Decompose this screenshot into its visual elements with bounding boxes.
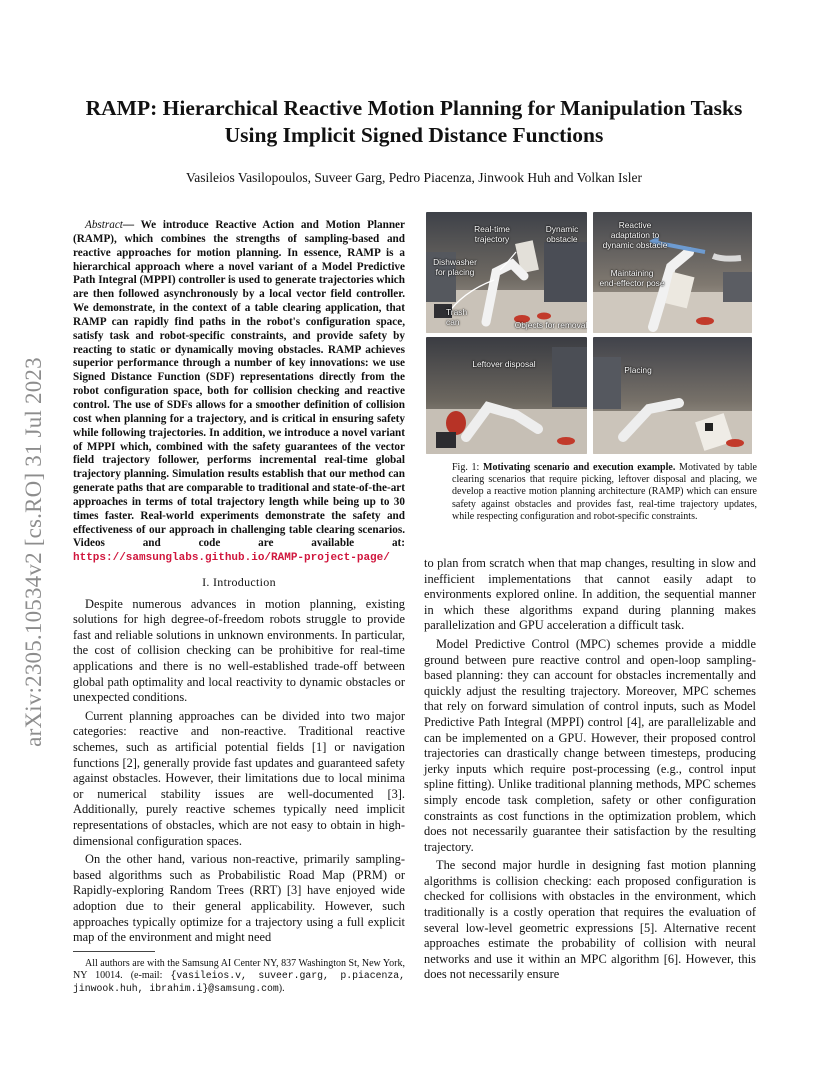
abstract — [73, 219, 405, 566]
left-column — [73, 219, 405, 949]
label-maintaining-pose: Maintaining end-effector pose — [599, 268, 665, 288]
label-trash-can: Trash can — [446, 307, 468, 327]
right-paragraph-3: The second major hurdle in designing fast motion planning algorithms is collision checking: each proposed configuration is checked for collisions with obstacles in the environment, which traditionally is a costly operation that requires the evaluation of several low-level geometric expressions [5]. Alternative recent approaches estimate the probability of collision with neural networks and use it within an MPC algorithm [6]. However, this does not necessarily ensure — [424, 858, 756, 982]
photo-leftover-disposal — [426, 337, 587, 454]
title-line-2: Using Implicit Signed Distance Functions — [224, 123, 604, 147]
section-heading-introduction: I. Introduction — [202, 575, 276, 590]
label-objects-removal: Objects for removal — [514, 320, 587, 330]
paper-title — [60, 95, 768, 149]
intro-paragraph-2: Current planning approaches can be divided into two major categories: reactive and non-reactive. Traditional reactive schemes, such as artificial potential fields [1] or navigation functions [2], generally provide fast updates and guaranteed safety against obstacles. However, their limitations due to local minima or numerical stability issues are well-documented [3]. Additionally, purely reactive schemes typically need implicit representations of obstacles, which are not easy to obtain in high-dimensional configuration spaces. — [73, 708, 405, 848]
abstract-lead: Abstract — [85, 219, 123, 231]
label-dynamic-obstacle: Dynamic obstacle — [545, 224, 579, 244]
title-line-1: RAMP: Hierarchical Reactive Motion Planning for Manipulation Tasks — [85, 96, 743, 120]
figure-panel-top-left — [426, 212, 587, 333]
figure-panel-bottom-right — [593, 337, 752, 454]
intro-paragraph-3: On the other hand, various non-reactive, primarily sampling-based algorithms such as Probabilistic Road Map (PRM) or Rapidly-exploring Random Trees (RRT) [3] have enjoyed wide adoption due to their general applicability. However, such approaches typically optimize for a trajectory using a full explicit map of the environment and might need — [73, 852, 405, 945]
intro-paragraph-1: Despite numerous advances in motion planning, existing solutions for high degree-of-freedom robots struggle to provide fast and reliable solutions in unknown environments. In particular, the cost of collision checking can be prohibitive for real-time applications and there is no well-established trade-off between global path optimality and local reactivity to dynamic obstacles or unexpected conditions. — [73, 596, 405, 705]
figure-panel-top-right — [593, 212, 752, 333]
abstract-body: — We introduce Reactive Action and Motion Planner (RAMP), which combines the strengths of sampling-based and reactive approaches for motion planning. In essence, RAMP is a hierarchical approach where a novel variant of a Model Predictive Path Integral (MPPI) controller is used to generate trajectories which are then followed asynchronously by a local vector field controller. We demonstrate, in the context of a table clearing application, that RAMP can rapidly find paths in the robot's configuration space, satisfy task and robot-specific constraints, and provide safety by reacting to static or dynamically moving obstacles. RAMP achieves superior performance through a number of key innovations: we use Signed Distance Function (SDF) representations directly from the robot configuration space, both for collision checking and reactive control. The use of SDFs allows for a smoother definition of collision cost when planning for a trajectory, and is critical in ensuring safety while following trajectories. In addition, we introduce a novel variant of MPPI which, combined with the safety guarantees of the vector field trajectory follower, performs incremental real-time global trajectory planning. Simulation results establish that our method can generate paths that are comparable to traditional and state-of-the-art approaches in terms of total trajectory length while being up to 30 times faster. Real-world experiments demonstrate the safety and effectiveness of our approach in challenging table clearing scenarios. Videos and code are available at: — [73, 219, 405, 550]
affiliation-footnote: All authors are with the Samsung AI Center NY, 837 Washington St, New York, NY 10014. (e-mail: {vasileios.v, suveer.garg, p.piacenza, jinwook.huh, ibrahim.i}@samsung.com). — [73, 958, 406, 994]
label-placing: Placing — [624, 365, 652, 375]
author-list: Vasileios Vasilopoulos, Suveer Garg, Pedro Piacenza, Jinwook Huh and Volkan Isler — [185, 170, 643, 185]
photo-placing — [593, 337, 752, 454]
figure-panel-bottom-left — [426, 337, 587, 454]
label-reactive-adaptation: Reactive adaptation to dynamic obstacle — [602, 220, 668, 250]
figure-caption: Fig. 1: Motivating scenario and execution example. Motivated by table clearing scenarios that require picking, leftover disposal and placing, we develop a reactive motion planning architecture (RAMP) which can ensure safety against obstacles and provides fast, real-time trajectory updates, while respecting configuration and robot-specific constraints. — [452, 462, 757, 522]
footnote-rule — [73, 951, 155, 952]
right-column — [424, 556, 756, 986]
label-realtime-trajectory: Real-time trajectory — [474, 224, 510, 244]
label-dishwasher: Dishwasher for placing — [433, 257, 477, 277]
project-url-link[interactable]: https://samsunglabs.github.io/RAMP-project-page/ — [73, 552, 390, 565]
right-paragraph-2: Model Predictive Control (MPC) schemes provide a middle ground between pure reactive control and open-loop sampling-based planning: they can account for obstacles incrementally and quickly adjust the resulting trajectory. Moreover, MPC schemes that rely on forward simulation of control inputs, such as Model Predictive Path Integral (MPPI) control [4], are parallelizable and can be implemented on a GPU. However, their proposed control trajectories can drastically change between timesteps, producing jerky inputs which require post-processing (e.g., control input spline fitting). Unlike traditional planning methods, MPC schemes simply encode task completion, safety or other configuration constraints as cost functions in the optimization problem, which does not necessarily guarantee their satisfaction by the resulting trajectory. — [424, 636, 756, 854]
author-emails: {vasileios.v, suveer.garg, p.piacenza, jinwook.huh, ibrahim.i}@samsung.com — [73, 970, 406, 994]
arxiv-identifier: arXiv:2305.10534v2 [cs.RO] 31 Jul 2023 — [21, 357, 46, 747]
label-leftover-disposal: Leftover disposal — [472, 359, 536, 369]
right-paragraph-1: to plan from scratch when that map changes, resulting in slow and inefficient implementations that cannot easily adapt to environments explored online. In addition, the sequential manner in which these algorithms expand during planning makes parallelization and GPU acceleration a difficult task. — [424, 556, 756, 633]
